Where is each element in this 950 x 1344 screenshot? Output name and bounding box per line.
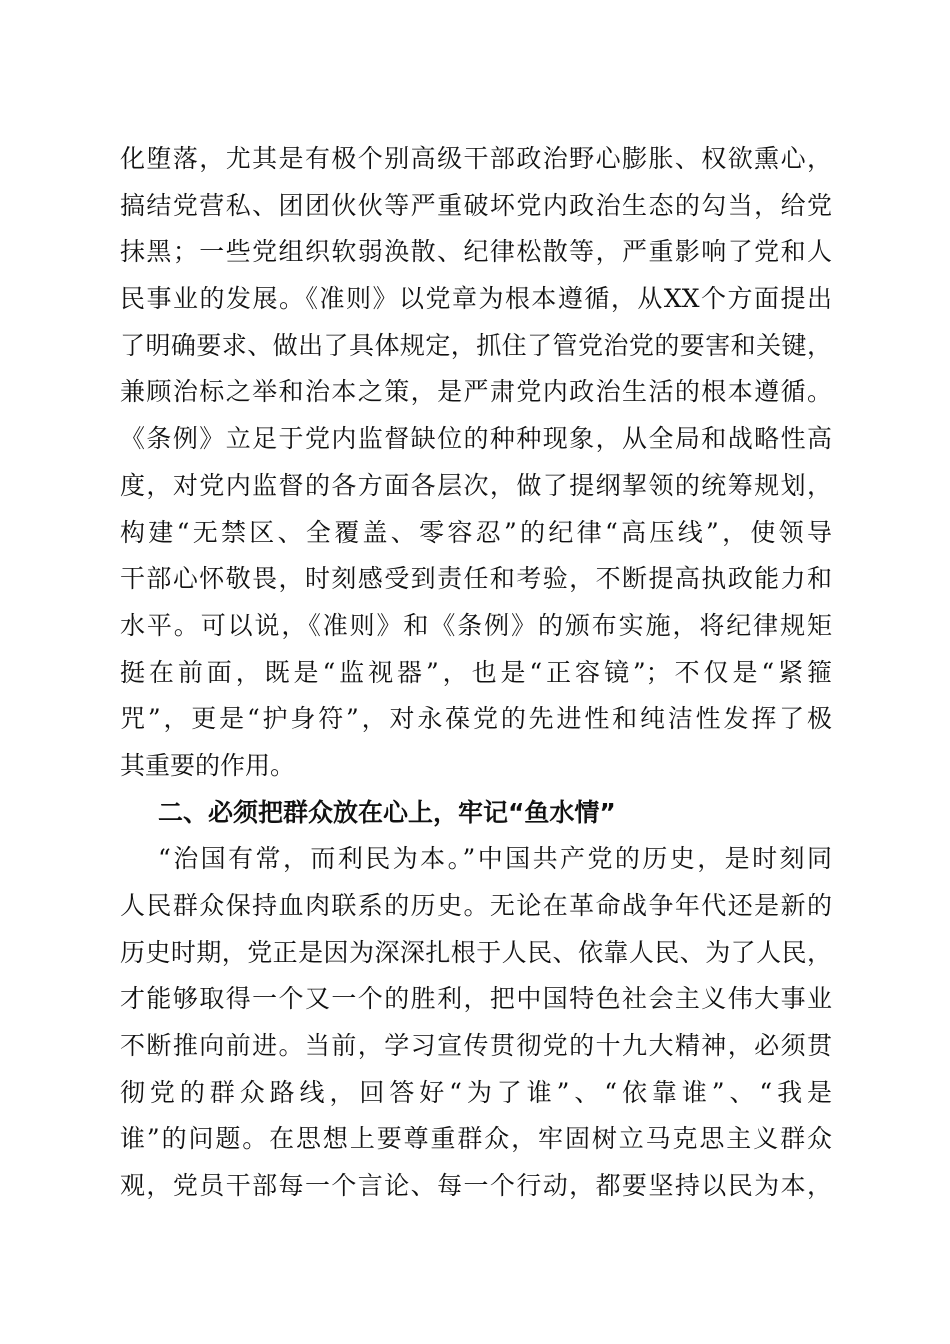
text-line: 《条例》立足于党内监督缺位的种种现象，从全局和战略性高 — [120, 424, 832, 454]
text-line: 了明确要求、做出了具体规定，抓住了管党治党的要害和关键， — [120, 330, 832, 360]
text-line: 民事业的发展。《准则》以党章为根本遵循，从XX个方面提出 — [120, 284, 832, 314]
text-line: 干部心怀敬畏，时刻感受到责任和考验，不断提高执政能力和 — [120, 564, 832, 594]
text-line: 构建“无禁区、全覆盖、零容忍”的纪律“高压线”，使领导 — [120, 517, 832, 547]
section-heading: 二、必须把群众放在心上，牢记“鱼水情” — [158, 797, 616, 827]
text-line: 化堕落，尤其是有极个别高级干部政治野心膨胀、权欲熏心， — [120, 144, 832, 173]
text-line: 咒”，更是“护身符”，对永葆党的先进性和纯洁性发挥了极 — [120, 704, 832, 734]
paragraph-first-line: “治国有常，而利民为本。”中国共产党的历史，是时刻同 — [158, 844, 832, 874]
text-line: 挺在前面，既是“监视器”，也是“正容镜”；不仅是“紧箍 — [120, 657, 832, 687]
text-line: 度，对党内监督的各方面各层次，做了提纲挈领的统筹规划， — [120, 470, 832, 500]
text-line: 兼顾治标之举和治本之策，是严肃党内政治生活的根本遵循。 — [120, 377, 832, 407]
body-text — [120, 136, 832, 1210]
text-line: 观，党员干部每一个言论、每一个行动，都要坚持以民为本， — [120, 1171, 832, 1201]
text-line: 谁”的问题。在思想上要尊重群众，牢固树立马克思主义群众 — [120, 1124, 832, 1154]
text-line: 不断推向前进。当前，学习宣传贯彻党的十九大精神，必须贯 — [120, 1031, 832, 1061]
text-line: 历史时期，党正是因为深深扎根于人民、依靠人民、为了人民， — [120, 937, 832, 967]
text-line: 人民群众保持血肉联系的历史。无论在革命战争年代还是新的 — [120, 891, 832, 920]
text-line: 抹黑；一些党组织软弱涣散、纪律松散等，严重影响了党和人 — [120, 237, 832, 267]
text-line: 水平。可以说，《准则》和《条例》的颁布实施，将纪律规矩 — [120, 610, 832, 640]
text-line: 搞结党营私、团团伙伙等严重破坏党内政治生态的勾当，给党 — [120, 190, 832, 220]
text-line: 彻党的群众路线，回答好“为了谁”、“依靠谁”、“我是 — [120, 1077, 832, 1107]
text-line: 其重要的作用。 — [120, 750, 296, 780]
text-line: 才能够取得一个又一个的胜利，把中国特色社会主义伟大事业 — [120, 984, 832, 1014]
